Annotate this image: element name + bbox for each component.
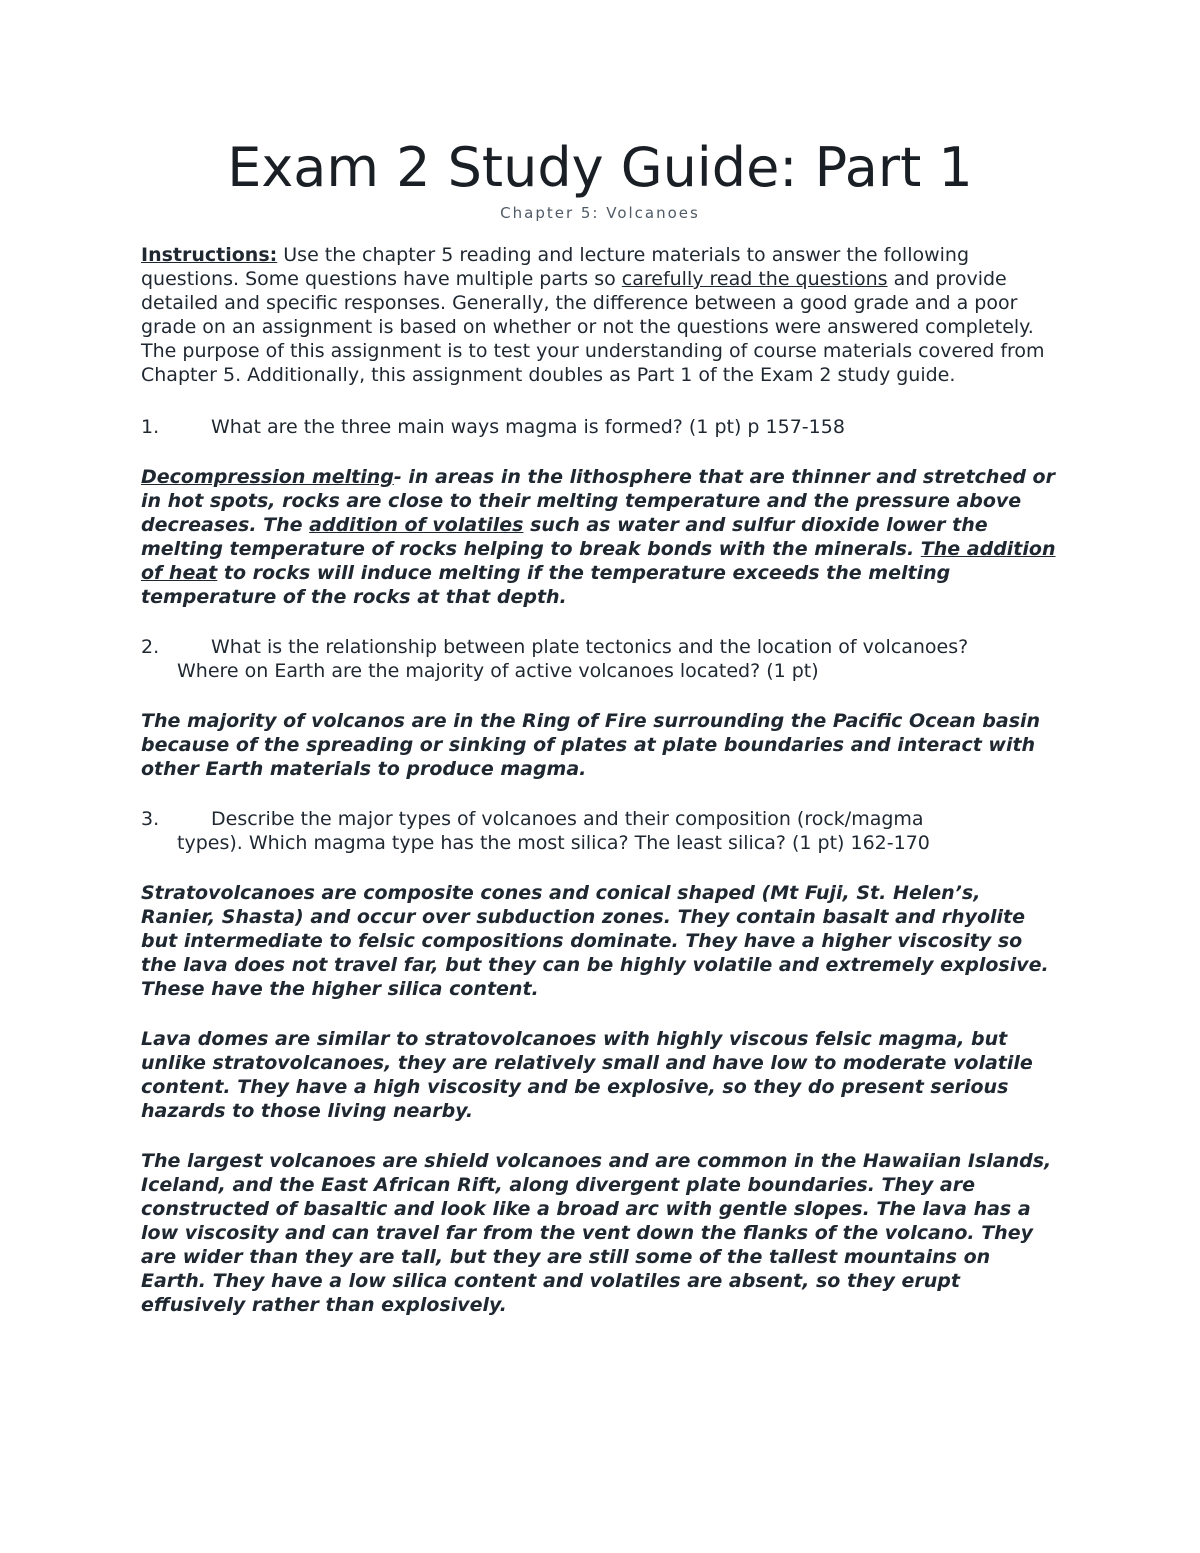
answer-term: The addition of heat [141, 538, 1056, 584]
page-subtitle: Chapter 5: Volcanoes [500, 204, 700, 222]
question-text: What are the three main ways magma is formed? (1 pt) p 157-158 [211, 416, 845, 438]
question-text-line2: Where on Earth are the majority of active volcanoes located? (1 pt) [177, 660, 819, 682]
question-number: 1. [141, 416, 160, 438]
question-2 [141, 635, 1061, 683]
instructions-text-before: Use the chapter 5 reading and lecture materials to answer the following questions. Some questions have multiple parts so [141, 244, 970, 290]
document-body [141, 243, 1061, 1343]
answer-text: such as water and sulfur dioxide lower the melting temperature of rocks helping to break bonds with the minerals. [141, 514, 988, 560]
answer-term: addition of volatiles [309, 514, 524, 536]
question-text-line1: What is the relationship between plate tectonics and the location of volcanoes? [211, 636, 969, 658]
answer-text: - in areas in the lithosphere that are thinner and stretched or in hot spots, rocks are close to their melting temperature and the pressure above decreases. The [141, 466, 1055, 536]
question-text-line1: Describe the major types of volcanoes and their composition (rock/magma [211, 808, 924, 830]
question-number: 2. [141, 636, 160, 658]
answer-3-stratovolcanoes: Stratovolcanoes are composite cones and conical shaped (Mt Fuji, St. Helen’s, Ranier, Shasta) and occur over subduction zones. They contain basalt and rhyolite but intermediate to felsic compositions dominate. They have a higher viscosity so the lava does not travel far, but they can be highly volatile and extremely explosive. These have the higher silica content. [141, 882, 1049, 1000]
instructions-label: Instructions: [141, 244, 278, 266]
answer-2: The majority of volcanos are in the Ring of Fire surrounding the Pacific Ocean basin because of the spreading or sinking of plates at plate boundaries and interact with other Earth materials to produce magma. [141, 710, 1041, 780]
question-3 [141, 807, 1061, 855]
question-1 [141, 415, 1061, 439]
page-title: Exam 2 Study Guide: Part 1 [227, 136, 973, 199]
answer-text: to rocks will induce melting if the temperature exceeds the melting temperature of the rocks at that depth. [141, 562, 951, 608]
answer-3-shield-volcanoes: The largest volcanoes are shield volcanoes and are common in the Hawaiian Islands, Iceland, and the East African Rift, along divergent plate boundaries. They are constructed of basaltic and look like a broad arc with gentle slopes. The lava has a low viscosity and can travel far from the vent down the flanks of the volcano. They are wider than they are tall, but they are still some of the tallest mountains on Earth. They have a low silica content and volatiles are absent, so they erupt effusively rather than explosively. [141, 1150, 1052, 1316]
answer-1 [141, 465, 1061, 609]
answer-term: Decompression melting [141, 466, 394, 488]
question-number: 3. [141, 808, 160, 830]
question-text-line2: types). Which magma type has the most silica? The least silica? (1 pt) 162-170 [177, 832, 930, 854]
instructions-text-after: and provide detailed and specific responses. Generally, the difference between a good grade and a poor grade on an assignment is based on whether or not the questions were answered completely. The purpose of this assignment is to test your understanding of course materials covered from Chapter 5. Additionally, this assignment doubles as Part 1 of the Exam 2 study guide. [141, 268, 1045, 386]
answer-3-lava-domes: Lava domes are similar to stratovolcanoes with highly viscous felsic magma, but unlike stratovolcanoes, they are relatively small and have low to moderate volatile content. They have a high viscosity and be explosive, so they do present serious hazards to those living nearby. [141, 1028, 1033, 1122]
instructions-underlined-text: carefully read the questions [621, 268, 888, 290]
instructions-paragraph [141, 243, 1061, 387]
